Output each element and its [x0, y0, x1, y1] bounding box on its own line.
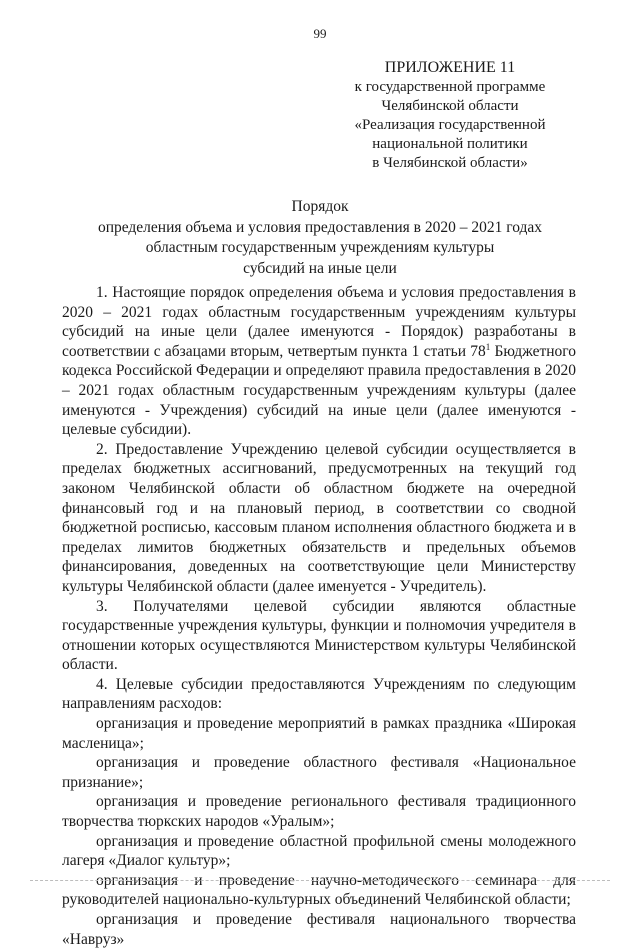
document-title-line: определения объема и условия предоставления в 2020 – 2021 годах — [97, 218, 543, 236]
list-item: организация и проведение мероприятий в рамках праздника «Широкая масленица»; — [62, 715, 576, 752]
document-title-line: субсидий на иные цели — [243, 259, 397, 277]
list-item: организация и проведение научно-методического семинара для руководителей национально-культурных объединений Челябинской области; — [62, 871, 576, 909]
paragraph-2: 2. Предоставление Учреждению целевой субсидии осуществляется в пределах бюджетных ассигнований, предусмотренных на текущий год законом Челябинской области об областном бюджете на очередной финансовый год и на плановый период, в соответствии со сводной бюджетной росписью, кассовым планом исполнения областного бюджета и в пределах лимитов бюджетных обязательств и предельных объемов финансирования, доведенных на соответствующие цели Министерству культуры Челябинской области (далее именуется - Учредитель). — [62, 440, 576, 595]
list-item: организация и проведение областного фестиваля «Национальное признание»; — [62, 754, 576, 791]
appendix-line: в Челябинской области» — [372, 155, 528, 171]
paragraph-1-text: 1. Настоящие порядок определения объема и условия предоставления в 2020 – 2021 годах областным государственным учреждениям культуры субсидий на иные цели (далее именуются - Порядок) разработаны в соответствии с абзацами вторым, четвертым пункта 1 статьи 78 — [62, 284, 576, 360]
document-title — [60, 197, 580, 279]
document-body — [62, 283, 576, 949]
article-superscript: 1 — [485, 341, 491, 352]
appendix-block — [330, 58, 570, 173]
list-item: организация и проведение регионального фестиваля традиционного творчества тюркских народов «Уралым»; — [62, 793, 576, 831]
appendix-line: к государственной программе — [354, 79, 546, 95]
paragraph-1 — [62, 283, 576, 440]
appendix-line: Челябинской области — [381, 98, 519, 114]
paragraph-4: 4. Целевые субсидии предоставляются Учреждениям по следующим направлениям расходов: — [62, 675, 576, 713]
list-item: организация и проведение фестиваля национального творчества «Навруз» — [62, 911, 576, 948]
footer-divider — [30, 880, 610, 881]
appendix-title: ПРИЛОЖЕНИЕ 11 — [384, 59, 516, 76]
paragraph-1-text-cont: Бюджетного кодекса Российской Федерации и определяют правила предоставления в 2020 – 2021 годах областным государственным учреждениям культуры (далее именуются - Учреждения) субсидий на иные цели (далее именуются - целевые субсидии). — [62, 342, 576, 439]
document-heading: Порядок — [291, 198, 349, 215]
list-item: организация и проведение областной профильной смены молодежного лагеря «Диалог культур»; — [62, 832, 576, 870]
page-number: 99 — [313, 26, 327, 41]
appendix-line: «Реализация государственной — [354, 117, 546, 133]
appendix-line: национальной политики — [372, 136, 528, 152]
document-title-line: областным государственным учреждениям культуры — [145, 239, 495, 256]
paragraph-3: 3. Получателями целевой субсидии являются областные государственные учреждения культуры, функции и полномочия учредителя в отношении которых осуществляются Министерством культуры Челябинской области. — [62, 597, 576, 674]
